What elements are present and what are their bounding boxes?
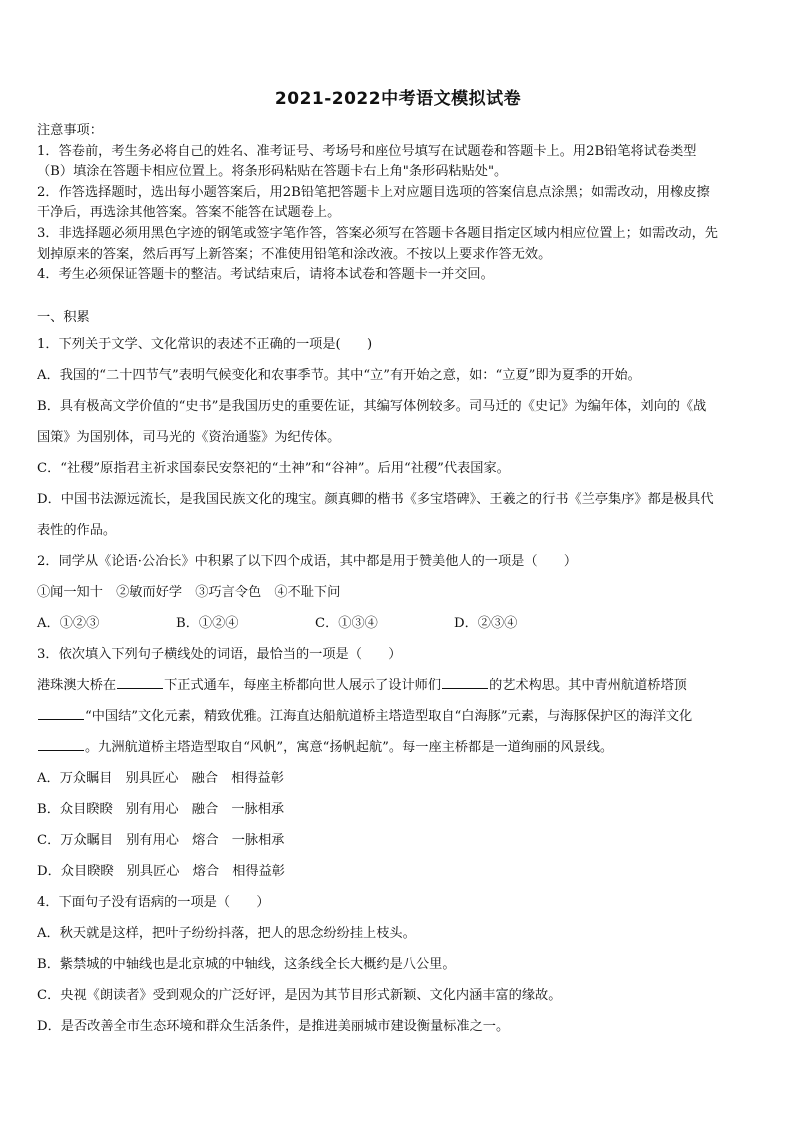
notice-line: 3．非选择题必须用黑色字迹的钢笔或签字笔作答，答案必须写在答题卡各题目指定区域内相应位置上；如需改动，先 <box>37 225 718 241</box>
option-a: A．秋天就是这样，把叶子纷纷抖落，把人的思念纷纷挂上枝头。 <box>37 925 416 941</box>
exam-title: 2021-2022中考语文模拟试卷 <box>274 89 522 109</box>
section-gap <box>37 286 759 308</box>
notice-line: 划掉原来的答案，然后再写上新答案；不准使用铅笔和涂改液。不按以上要求作答无效。 <box>37 246 552 262</box>
option-b: B．①②④ <box>176 615 239 631</box>
option-c: C．万众瞩目 别有用心 熔合 一脉相承 <box>37 832 285 848</box>
option-a: A．万众瞩目 别具匠心 融合 相得益彰 <box>37 770 284 786</box>
option-b: B．紫禁城的中轴线也是北京城的中轴线，这条线全长大概约是八公里。 <box>37 956 456 972</box>
option-d: D．中国书法源远流长，是我国民族文化的瑰宝。颜真卿的楷书《多宝塔碑》、王羲之的行书《兰亭集序》都是极具代 <box>37 491 714 507</box>
option-a: A．我国的“二十四节气”表明气候变化和农事季节。其中“立”有开始之意，如：“立夏”即为夏季的开始。 <box>37 367 641 383</box>
option-c: C．①③④ <box>315 615 378 631</box>
option-b: B．众目睽睽 别有用心 融合 一脉相承 <box>37 801 285 817</box>
fill-blank <box>442 676 488 689</box>
option-b-cont: 国策》为国别体，司马光的《资治通鉴》为纪传体。 <box>37 429 341 445</box>
passage-text: 。九洲航道桥主塔造型取自“风帆”，寓意“扬帆起航”。每一座主桥都是一道绚丽的风景线。 <box>85 739 614 755</box>
passage-line <box>37 701 759 732</box>
notice-line: 2．作答选择题时，选出每小题答案后，用2B铅笔把答题卡上对应题目选项的答案信息点涂黑；如需改动，用橡皮擦 <box>37 184 710 200</box>
notice-line: 1．答卷前，考生务必将自己的姓名、准考证号、考场号和座位号填写在试题卷和答题卡上。用2B铅笔将试卷类型 <box>37 143 697 159</box>
question-2 <box>37 546 759 639</box>
option-d-cont: 表性的作品。 <box>37 522 117 538</box>
question-4 <box>37 887 759 1042</box>
notice-line: 干净后，再选涂其他答案。答案不能答在试题卷上。 <box>37 205 341 221</box>
notice-line: （B）填涂在答题卡相应位置上。将条形码粘贴在答题卡右上角"条形码粘贴处"。 <box>37 164 508 180</box>
passage-line <box>37 670 759 701</box>
fill-blank <box>117 676 163 689</box>
fill-blank <box>38 707 84 720</box>
question-stem: 2．同学从《论语·公冶长》中积累了以下四个成语，其中都是用于赞美他人的一项是（ ） <box>37 553 578 569</box>
notice-line: 4．考生必须保证答题卡的整洁。考试结束后，请将本试卷和答题卡一并交回。 <box>37 267 494 283</box>
question-3 <box>37 639 759 887</box>
question-stem: 4．下面句子没有语病的一项是（ ） <box>37 894 270 910</box>
option-c: C．“社稷”原指君主祈求国泰民安祭祀的“土神”和“谷神”。后用“社稷”代表国家。 <box>37 460 510 476</box>
passage-text: “中国结”文化元素，精致优雅。江海直达船航道桥主塔造型取自“白海豚”元素，与海豚保护区的海洋文化 <box>85 708 693 724</box>
passage-text: 下正式通车，每座主桥都向世人展示了设计师们 <box>164 677 442 693</box>
option-d: D．②③④ <box>454 615 518 631</box>
passage-text: 的艺术构思。其中青州航道桥塔顶 <box>489 677 687 693</box>
question-stem: 1．下列关于文学、文化常识的表述不正确的一项是( ) <box>37 336 373 352</box>
notice-heading: 注意事项： <box>37 123 103 138</box>
passage-line <box>37 732 759 763</box>
option-a: A．①②③ <box>37 615 100 631</box>
idiom-list: ①闻一知十 ②敏而好学 ③巧言令色 ④不耻下问 <box>37 584 341 600</box>
option-c: C．央视《朗读者》受到观众的广泛好评，是因为其节目形式新颖、文化内涵丰富的缘故。 <box>37 987 562 1003</box>
option-d: D．是否改善全市生态环境和群众生活条件，是推进美丽城市建设衡量标准之一。 <box>37 1018 510 1034</box>
question-stem: 3．依次填入下列句子横线处的词语，最恰当的一项是（ ） <box>37 646 402 662</box>
exam-page <box>37 84 759 1042</box>
question-1 <box>37 329 759 546</box>
passage-text: 港珠澳大桥在 <box>37 677 117 693</box>
fill-blank <box>38 738 84 751</box>
option-b: B．具有极高文学价值的“史书”是我国历史的重要佐证，其编写体例较多。司马迁的《史记》为编年体，刘向的《战 <box>37 398 707 414</box>
option-row <box>37 608 759 639</box>
option-d: D．众目睽睽 别具匠心 熔合 相得益彰 <box>37 863 285 879</box>
notice-block <box>37 121 759 286</box>
section-heading: 一、积累 <box>37 309 90 325</box>
